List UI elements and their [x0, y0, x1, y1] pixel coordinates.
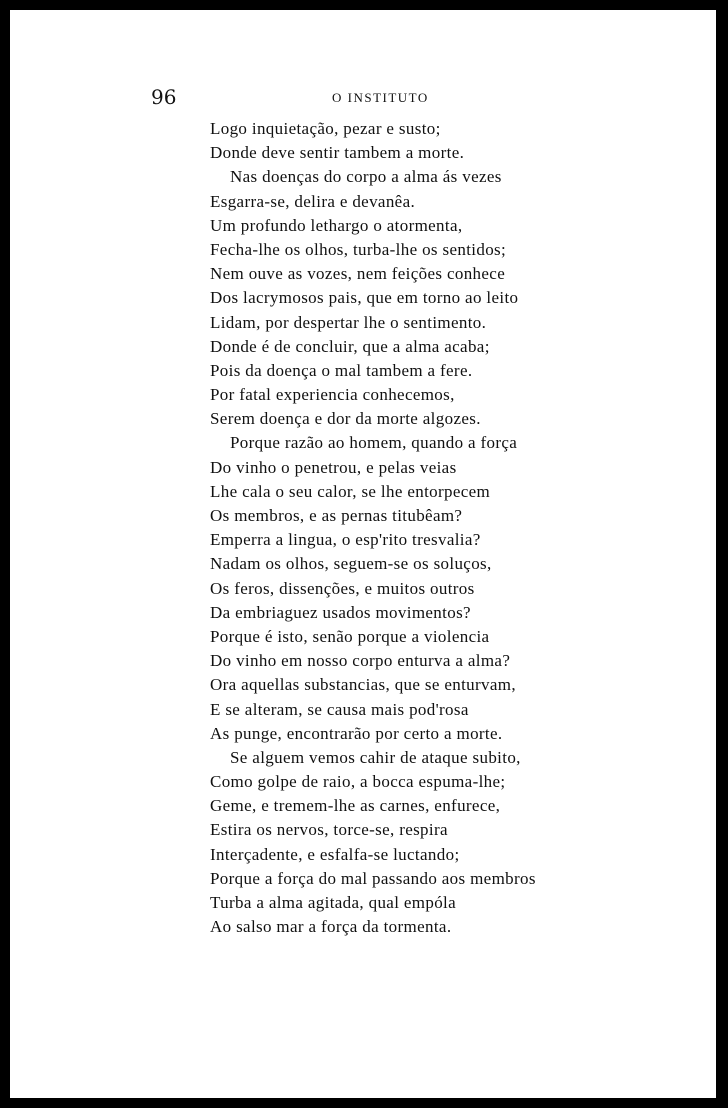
poem-line: Geme, e tremem-lhe as carnes, enfurece, [210, 796, 501, 816]
poem-line: Serem doença e dor da morte algozes. [210, 409, 481, 429]
poem-line: Donde é de concluir, que a alma acaba; [210, 336, 490, 356]
poem-line: Os membros, e as pernas titubêam? [210, 506, 463, 525]
page-number: 96 [151, 85, 177, 109]
poem-line: E se alteram, se causa mais pod'rosa [210, 699, 469, 719]
poem-line: Porque a força do mal passando aos membros [210, 868, 536, 888]
poem-line: Como golpe de raio, a bocca espuma-lhe; [210, 772, 506, 792]
poem-line: Do vinho em nosso corpo enturva a alma? [210, 651, 511, 671]
poem-line: Turba a alma agitada, qual empóla [210, 893, 457, 912]
poem-line: Dos lacrymosos pais, que em torno ao leito [210, 288, 519, 308]
poem-line: Porque é isto, senão porque a violencia [210, 626, 490, 646]
poem-line: Nadam os olhos, seguem-se os soluços, [210, 554, 492, 574]
poem-line: As punge, encontrarão por certo a morte. [210, 723, 503, 743]
poem-line: Lidam, por despertar lhe o sentimento. [210, 312, 487, 332]
page-header [10, 85, 716, 111]
poem-line: Lhe cala o seu calor, se lhe entorpecem [210, 481, 491, 501]
poem-line: Fecha-lhe os olhos, turba-lhe os sentidos; [210, 239, 507, 259]
poem-line: Pois da doença o mal tambem a fere. [210, 360, 473, 380]
poem-line: Se alguem vemos cahir de ataque subito, [230, 747, 521, 767]
poem-text [210, 117, 680, 939]
book-page [10, 10, 716, 1098]
poem-line: Ora aquellas substancias, que se enturvam, [210, 675, 516, 695]
poem-line: Esgarra-se, delira e devanêa. [210, 191, 416, 211]
running-head: O INSTITUTO [332, 90, 429, 105]
poem-line: Donde deve sentir tambem a morte. [210, 143, 465, 163]
poem-line: Um profundo lethargo o atormenta, [210, 215, 463, 235]
poem-line: Nem ouve as vozes, nem feições conhece [210, 264, 506, 284]
poem-line: Logo inquietação, pezar e susto; [210, 119, 441, 138]
poem-line: Por fatal experiencia conhecemos, [210, 385, 455, 405]
poem-line: Estira os nervos, torce-se, respira [210, 820, 448, 840]
poem-line: Os feros, dissenções, e muitos outros [210, 578, 475, 598]
poem-line: Nas doenças do corpo a alma ás vezes [230, 167, 502, 187]
poem-line: Do vinho o penetrou, e pelas veias [210, 457, 457, 477]
poem-line: Emperra a lingua, o esp'rito tresvalia? [210, 530, 481, 550]
poem-line: Da embriaguez usados movimentos? [210, 602, 471, 622]
poem-line: Interçadente, e esfalfa-se luctando; [210, 844, 460, 864]
poem-line: Ao salso mar a força da tormenta. [210, 917, 452, 937]
poem-line: Porque razão ao homem, quando a força [230, 433, 518, 453]
